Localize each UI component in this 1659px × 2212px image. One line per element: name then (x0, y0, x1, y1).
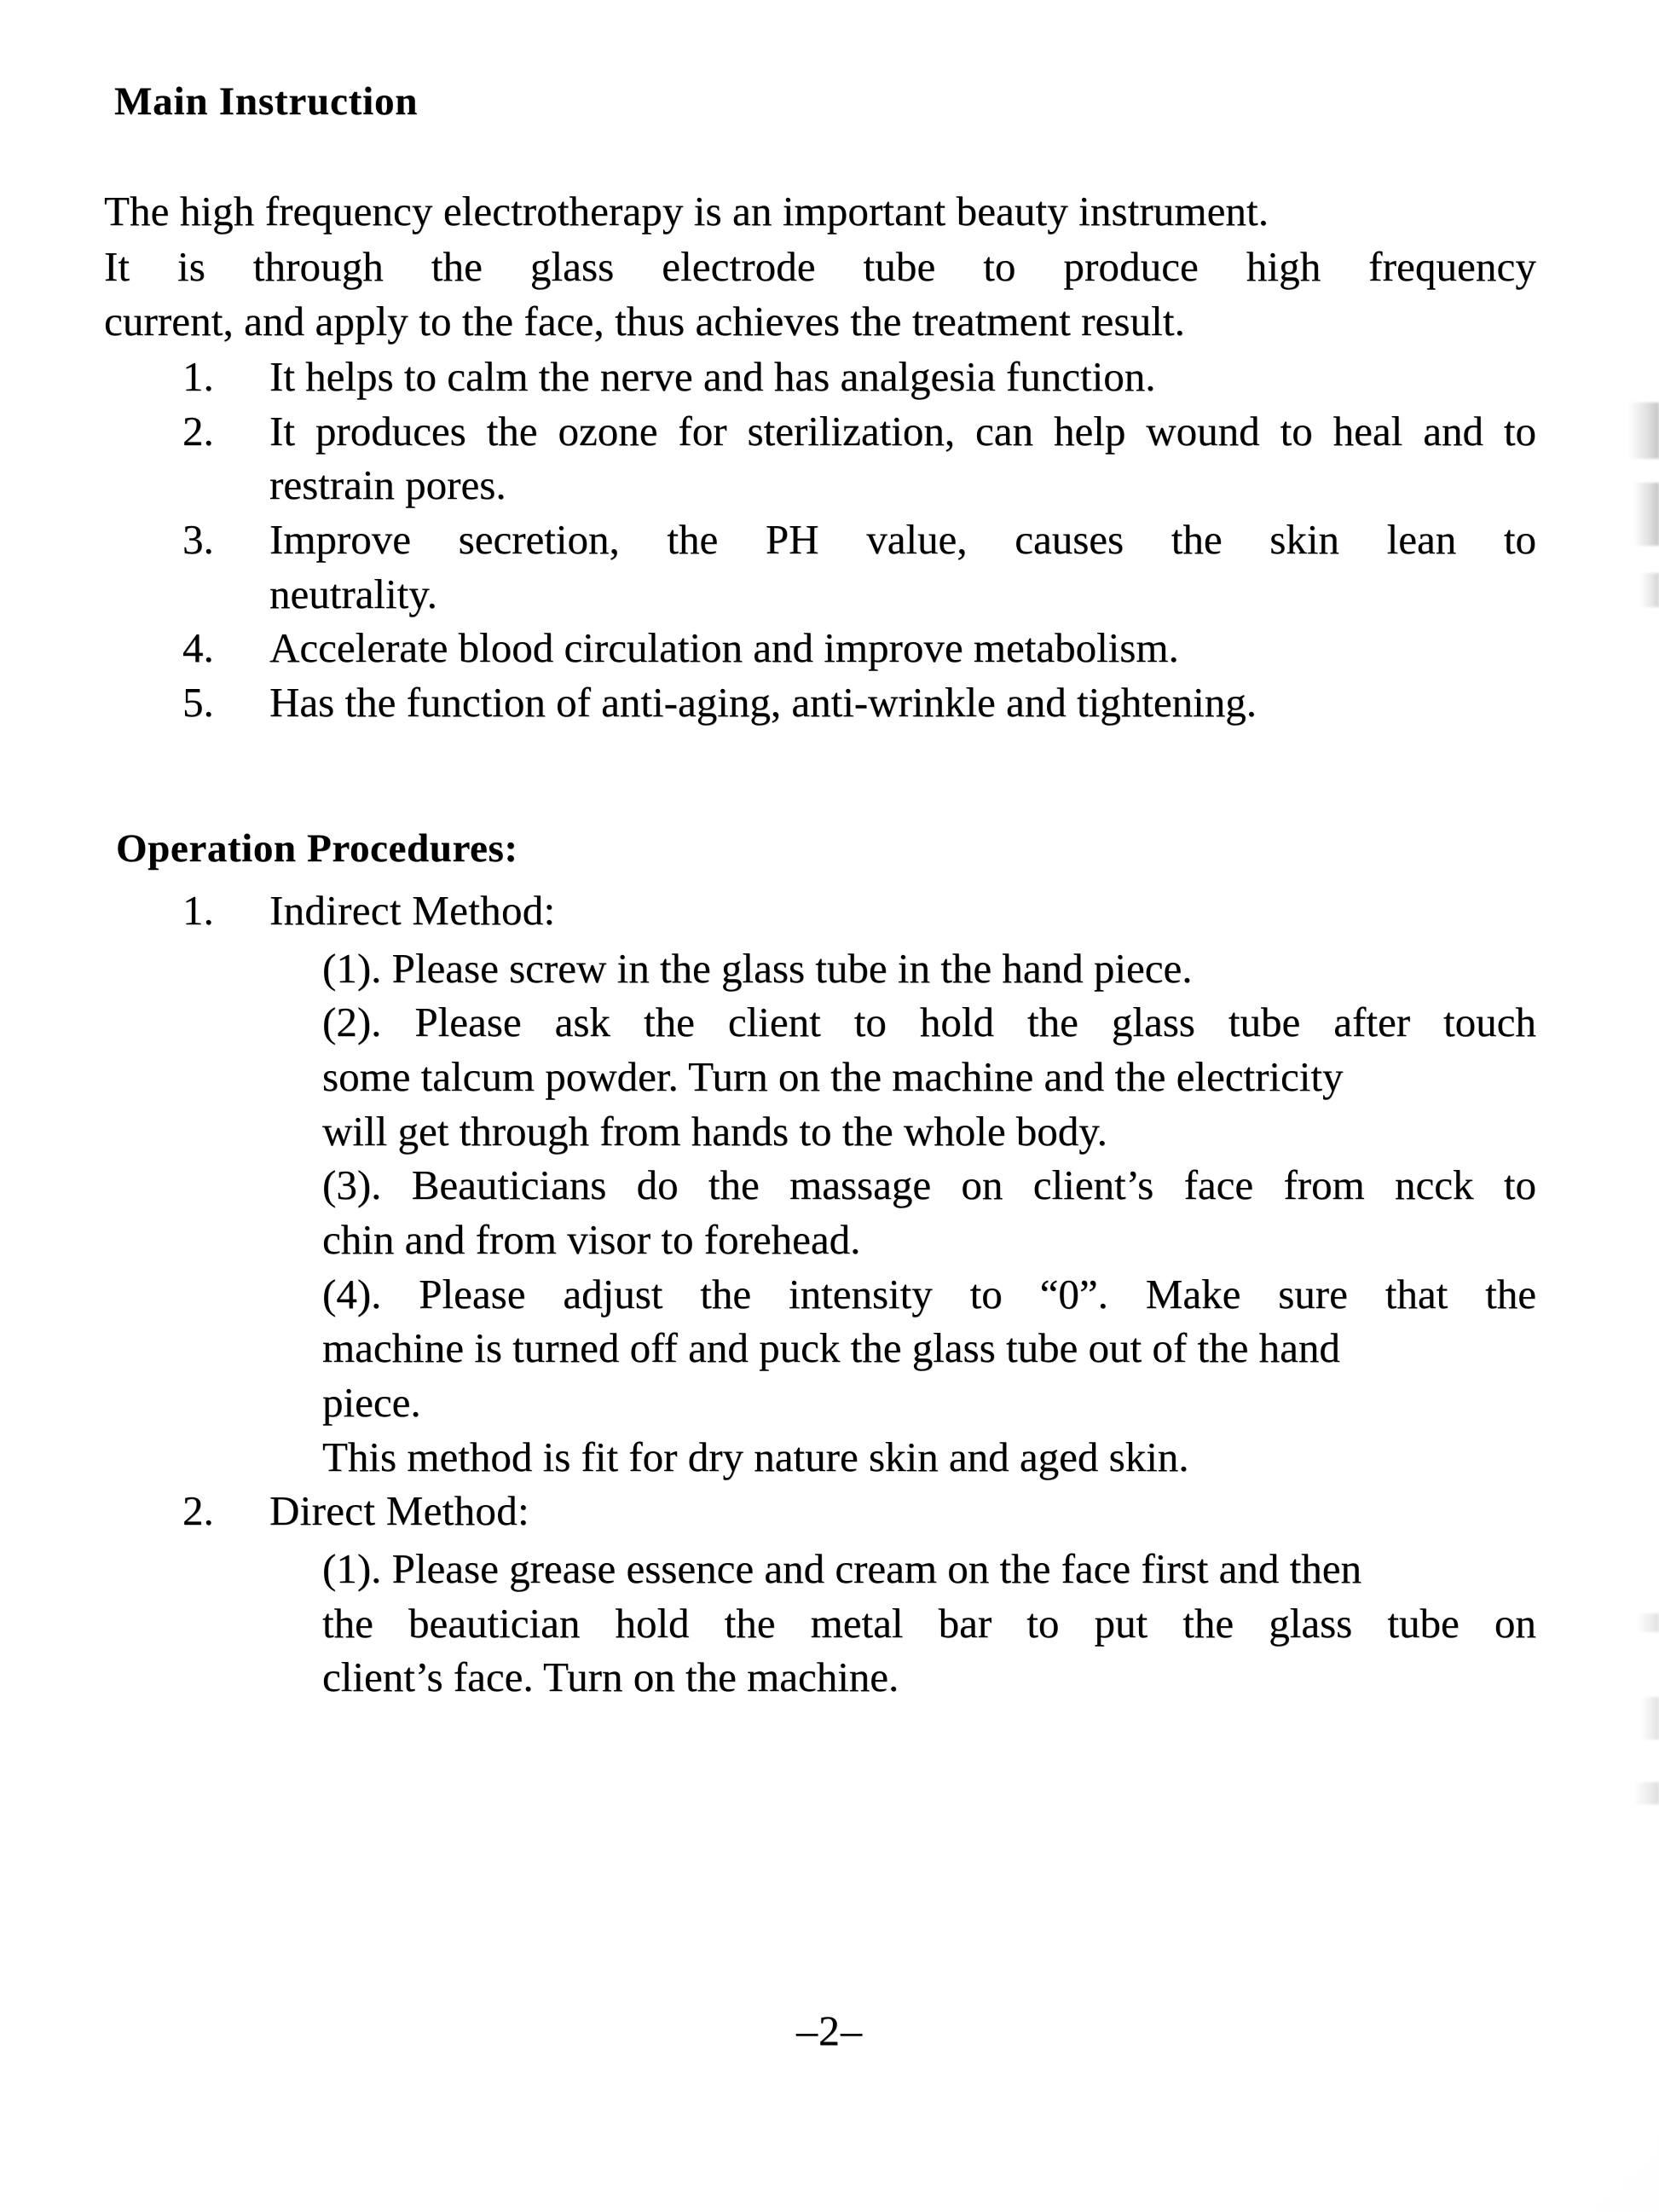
scan-edge-artifact (1637, 1613, 1659, 1632)
step-line: machine is turned off and puck the glass tube out of the hand (322, 1324, 1340, 1372)
scan-edge-artifact (1633, 483, 1659, 546)
step-line: will get through from hands to the whole body. (322, 1107, 1107, 1155)
section-spacer (104, 730, 1536, 825)
step-line: (1). Please screw in the glass tube in the hand piece. (322, 944, 1193, 992)
list-item (177, 621, 1536, 675)
list-item-text: Accelerate blood circulation and improve metabolism. (269, 624, 1179, 672)
page-title: Main Instruction (114, 79, 419, 124)
step-line: (1). Please grease essence and cream on the face first and then (322, 1545, 1361, 1593)
list-item-number: 4. (182, 624, 214, 672)
list-item-text-cont: neutrality. (269, 570, 437, 617)
list-item-number: 5. (182, 679, 214, 727)
list-item-text-cont: and to restrain pores. (269, 407, 1537, 509)
list-item (177, 350, 1536, 404)
intro-line-3: current, and apply to the face, thus achieves the treatment result. (104, 298, 1185, 345)
method-title: Direct Method: (269, 1487, 529, 1535)
step-line: (4). Please adjust the intensity to “0”. Make sure that the (322, 1270, 1536, 1317)
method-number: 1. (182, 886, 214, 934)
operation-procedures-heading: Operation Procedures: (116, 825, 518, 871)
list-item-text: It produces the ozone for sterilization, can help wound to heal (269, 407, 1403, 455)
list-item-number: 3. (182, 516, 214, 564)
list-item (177, 404, 1536, 512)
step-line: some talcum powder. Turn on the machine and the electricity (322, 1052, 1344, 1100)
intro-line-1: The high frequency electrotherapy is an important beauty instrument. (104, 188, 1269, 235)
page-content (104, 0, 1536, 1705)
method-steps (322, 1542, 1536, 1705)
scan-edge-artifact (1640, 573, 1659, 607)
step-line: client’s face. Turn on the machine. (322, 1653, 899, 1701)
intro-paragraph (104, 184, 1536, 350)
list-item-text: It helps to calm the nerve and has analgesia function. (269, 353, 1156, 401)
list-item-number: 1. (182, 353, 214, 401)
step-line: chin and from visor to forehead. (322, 1215, 861, 1263)
step-line: piece. (322, 1379, 421, 1427)
page-number: –2– (796, 2006, 863, 2054)
list-item-number: 2. (182, 407, 214, 455)
scan-edge-artifact (1640, 1697, 1659, 1740)
step-line: (3). Beauticians do the massage on client’s face from ncck to (322, 1161, 1536, 1209)
list-item-text: Improve secretion, the PH value, causes the skin lean to (269, 516, 1536, 564)
list-item (177, 512, 1536, 621)
list-item-text: Has the function of anti-aging, anti-wrinkle and tightening. (269, 679, 1257, 727)
step-line-summary: This method is fit for dry nature skin and aged skin. (322, 1433, 1189, 1480)
step-line: the beautician hold the metal bar to put the glass tube on (322, 1599, 1536, 1647)
method-title: Indirect Method: (269, 886, 556, 934)
method-steps (322, 941, 1536, 1485)
method-number: 2. (182, 1487, 214, 1535)
method-item-indirect (177, 883, 1536, 1485)
procedures-list (104, 883, 1536, 1705)
method-item-direct (177, 1484, 1536, 1705)
step-line: (2). Please ask the client to hold the glass tube after touch (322, 999, 1536, 1046)
benefits-list (104, 350, 1536, 730)
scan-edge-artifact (1628, 402, 1659, 459)
intro-line-2: It is through the glass electrode tube to produce high frequency (104, 242, 1536, 290)
list-item (177, 675, 1536, 730)
scan-edge-artifact (1633, 1782, 1659, 1804)
